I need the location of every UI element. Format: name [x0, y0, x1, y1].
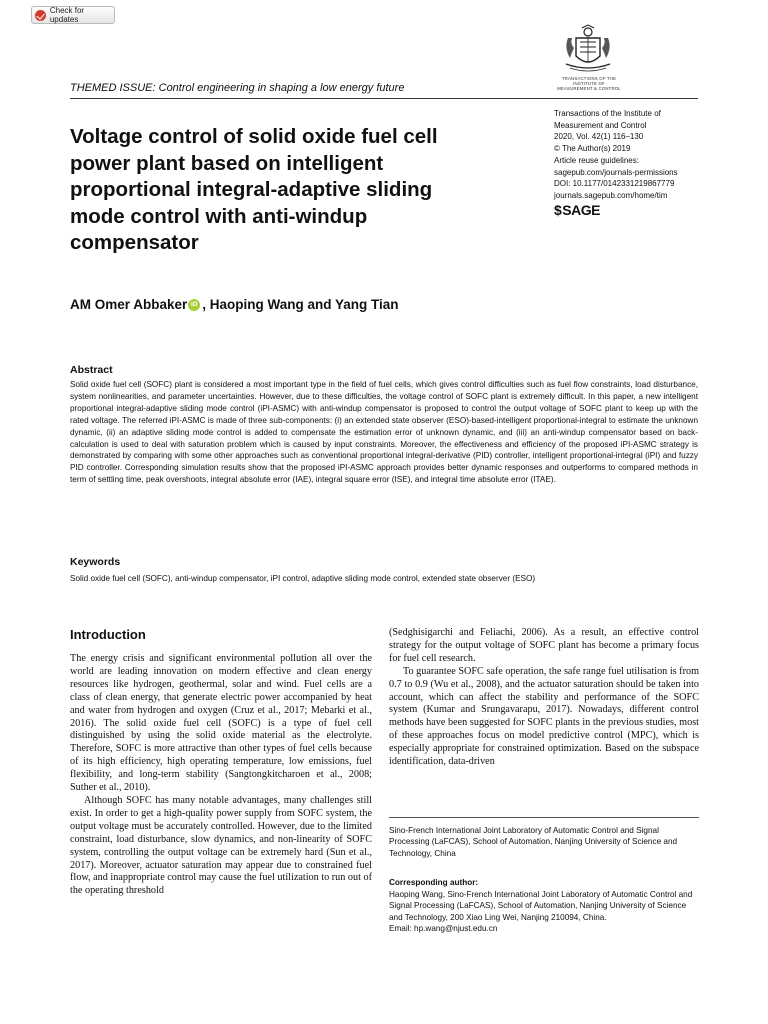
email-link[interactable]: Email: hp.wang@njust.edu.cn — [389, 924, 498, 934]
permissions-link[interactable]: sagepub.com/journals-permissions — [554, 167, 678, 177]
journal-info-line: Article reuse guidelines: — [554, 155, 639, 165]
check-for-updates-button[interactable] — [31, 6, 115, 24]
themed-issue-label: THEMED ISSUE: Control engineering in shaping a low energy future — [70, 82, 405, 94]
author-rest: , Haoping Wang and Yang Tian — [202, 297, 399, 312]
journal-info — [554, 108, 724, 202]
abstract-heading: Abstract — [70, 364, 113, 376]
sage-logo: $ SAGE — [554, 202, 600, 218]
intro-paragraph: Although SOFC has many notable advantages, many challenges still exist. In order to get a high-quality power supply from SOFC system, the output voltage must be accurately controlled. However, due to the limited constraint, load disturbance, slow dynamics, and non-linearity of SOFC system, controlling the output voltage can be extremely hard (Sun et al., 2017). Moreover, actuator saturation may appear due to constrained fuel flow, and inappropriate control may cause the fuel utilization to run out of the operating threshold — [70, 794, 372, 897]
intro-left-column — [70, 653, 372, 898]
institute-crest-logo — [560, 24, 616, 76]
journal-info-line: © The Author(s) 2019 — [554, 144, 631, 154]
corresponding-author-details — [389, 889, 699, 935]
corresponding-author-heading: Corresponding author: — [389, 878, 479, 887]
journal-home-link[interactable]: journals.sagepub.com/home/tim — [554, 190, 668, 200]
keywords-text: Solid oxide fuel cell (SOFC), anti-windup compensator, iPI control, adaptive sliding mode control, extended state observer (ESO) — [70, 574, 536, 583]
intro-paragraph: To guarantee SOFC safe operation, the safe range fuel utilisation is from 0.7 to 0.9 (Wu et al., 2008), and the actuator saturation should be taken into account, which can affect the stability and performance of the SOFC system (Kumar and Srungavarapu, 2017). Nowadays, different control methods have been suggested for SOFC plants in the previous studies, most of these approaches focus on model predictive control (MPC), which is especially appropriate for constrained optimization. Based on the subspace identification, data-driven — [389, 665, 699, 768]
check-icon — [35, 10, 46, 21]
intro-right-column — [389, 627, 699, 769]
corresponding-author-address: Haoping Wang, Sino-French International Joint Laboratory of Automatic Control and Signal Processing (LaFCAS), School of Automation, Nanjing University of Science and Technology, 200 Xiao Ling Wei, Nanjing 210094, China. — [389, 890, 693, 922]
affiliation-note: Sino-French International Joint Laboratory of Automatic Control and Signal Processing (LaFCAS), School of Automation, Nanjing University of Science and Technology, China — [389, 826, 678, 858]
intro-paragraph: (Sedghisigarchi and Feliachi, 2006). As a result, an effective control strategy for the output voltage of SOFC plant has become a primary focus for fuel cell research. — [389, 627, 699, 664]
footnote-divider — [389, 817, 699, 818]
paper-title: Voltage control of solid oxide fuel cell power plant based on intelligent proportional integral-adaptive sliding mode control with anti-windup compensator — [70, 125, 438, 254]
orcid-icon[interactable]: iD — [188, 299, 200, 311]
intro-paragraph: The energy crisis and significant environmental pollution all over the world are leading innovation on modern effective and clean energy resources like hydrogen, geothermal, solar and wind. Fuel cells are a class of clean energy, that generate electric power accompanied by heat and water from hydrogen and oxygen (Cruz et al., 2017; Mebarki et al., 2016). The solid oxide fuel cell (SOFC) is a type of fuel cell distinguished by using the solid oxide material as the electrolyte. Therefore, SOFC is more attractive than other types of fuel cells because of its high efficiency, high operating temperature, low emissions, fuel flexibility, and long-term stability (Sangtongkitcharoen et al., 2008; Suther et al., 2010). — [70, 653, 372, 794]
journal-info-line: 2020, Vol. 42(1) 116–130 — [554, 132, 644, 142]
doi-link[interactable]: DOI: 10.1177/0142331219867779 — [554, 179, 675, 189]
introduction-heading: Introduction — [70, 627, 146, 642]
crest-caption: TRANSACTIONS OF THE INSTITUTE OF MEASUREMENT & CONTROL — [557, 76, 621, 91]
author-first: AM Omer Abbaker — [70, 297, 188, 312]
header-divider — [70, 98, 698, 99]
journal-info-line: Transactions of the Institute of — [554, 109, 661, 118]
check-for-updates-label: Check for updates — [49, 6, 85, 24]
keywords-heading: Keywords — [70, 556, 121, 568]
abstract-text: Solid oxide fuel cell (SOFC) plant is considered a most important type in the field of fuel cells, which gives control difficulties such as fuel flow constraints, load disturbance, system nonlinearities, and parameter uncertainties. However, due to these difficulties, the voltage control of SOFC plant is extremely difficult. In this paper, a new intelligent proportional integral-adaptive sliding mode control (iPI-ASMC) with anti-windup compensator is proposed to control the output voltage of SOFC plant to keep up with the rated voltage. The referred iPI-ASMC is made of three sub-components: (i) an extended state observer (ESO)-based-intelligent proportional-integral to estimate the unknown dynamic, (ii) an adaptive sliding mode control is added to compensate the estimation error of unknown dynamic, and (iii) an anti-windup compensator based on back-calculation is used to deal with saturation problem which is caused by input constraints. Moreover, the effectiveness and efficiency of the proposed iPI-ASMC strategy is demonstrated by comparing with some other approaches such as conventional proportional integral-derivative (PID) controller, intelligent proportional-integral (iPI) and fuzzy PID controller. Corresponding simulation results show that the proposed iPI-ASMC approach provides better dynamic responses and outperforms to compared methods in term of settling time, peak overshoots, integral absolute error (IAE), integral square error (ISE), and integral time absolute error (ITAE). — [70, 380, 698, 485]
sage-s-icon: $ — [554, 202, 562, 218]
author-list — [70, 297, 399, 312]
journal-info-line: Measurement and Control — [554, 120, 647, 130]
